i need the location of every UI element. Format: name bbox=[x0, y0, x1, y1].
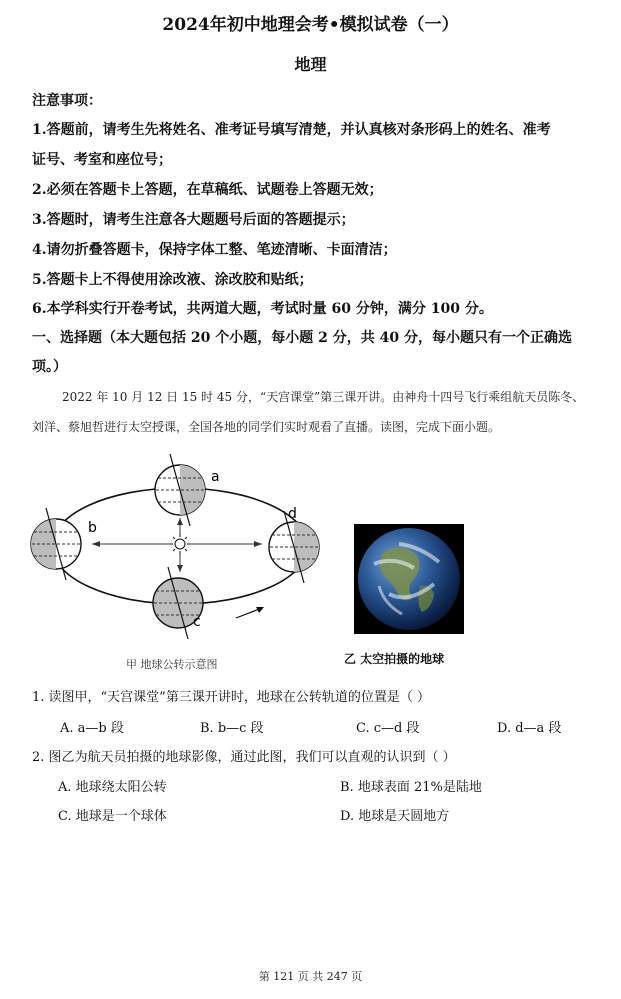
exam-title: 2024年初中地理会考•模拟试卷（一） bbox=[162, 15, 459, 35]
q1-option-c[interactable]: C. c—d 段 bbox=[356, 721, 420, 736]
q2-option-b[interactable]: B. 地球表面 21%是陆地 bbox=[340, 780, 482, 795]
q1-option-a[interactable]: A. a—b 段 bbox=[60, 721, 124, 736]
figure-jia-caption: 甲 地球公转示意图 bbox=[126, 658, 218, 671]
earth-orbit-diagram bbox=[30, 448, 330, 648]
q2-option-d[interactable]: D. 地球是天圆地方 bbox=[340, 809, 450, 824]
q2-option-c[interactable]: C. 地球是一个球体 bbox=[58, 809, 167, 824]
note-line-1-cont: 证号、考室和座位号； bbox=[32, 152, 172, 168]
label-b: b bbox=[88, 520, 97, 536]
section-heading-line-2: 项。） bbox=[32, 359, 67, 375]
q1-option-b[interactable]: B. b—c 段 bbox=[200, 721, 264, 736]
note-line-4: 4.请勿折叠答题卡，保持字体工整、笔迹清晰、卡面清洁； bbox=[32, 242, 397, 258]
intro-line-2: 刘洋、蔡旭哲进行太空授课，全国各地的同学们实时观看了直播。读图，完成下面小题。 bbox=[32, 420, 501, 434]
earth-position-a bbox=[155, 454, 205, 526]
page-footer: 第 121 页 共 247 页 bbox=[258, 970, 363, 983]
note-line-6: 6.本学科实行开卷考试，共两道大题，考试时量 60 分钟，满分 100 分。 bbox=[32, 301, 493, 317]
figure-yi-caption: 乙 太空拍摄的地球 bbox=[344, 652, 445, 666]
label-c: c bbox=[193, 614, 201, 630]
subject-title: 地理 bbox=[294, 55, 327, 74]
q1-option-d[interactable]: D. d—a 段 bbox=[497, 721, 562, 736]
note-line-1: 1.答题前，请考生先将姓名、准考证号填写清楚，并认真核对条形码上的姓名、准考 bbox=[32, 122, 551, 138]
note-line-3: 3.答题时，请考生注意各大题题号后面的答题提示； bbox=[32, 212, 355, 228]
label-d: d bbox=[288, 506, 297, 522]
sun-icon bbox=[170, 534, 190, 554]
earth-from-space-image bbox=[354, 524, 464, 634]
section-heading-line-1: 一、选择题（本大题包括 20 个小题，每小题 2 分，共 40 分，每小题只有一个正确选 bbox=[32, 330, 572, 346]
intro-line-1: 2022 年 10 月 12 日 15 时 45 分，“天宫课堂”第三课开讲。由神舟十四号飞行乘组航天员陈冬、 bbox=[62, 390, 585, 404]
q2-option-a[interactable]: A. 地球绕太阳公转 bbox=[58, 780, 167, 795]
note-line-5: 5.答题卡上不得使用涂改液、涂改胶和贴纸； bbox=[32, 272, 313, 288]
earth-position-b bbox=[31, 508, 81, 580]
question-2-stem: 2. 图乙为航天员拍摄的地球影像，通过此图，我们可以直观的认识到（ ） bbox=[32, 750, 456, 765]
note-line-2: 2.必须在答题卡上答题，在草稿纸、试题卷上答题无效； bbox=[32, 182, 383, 198]
label-a: a bbox=[211, 469, 220, 485]
notes-heading: 注意事项： bbox=[32, 93, 102, 109]
question-1-stem: 1. 读图甲，“天宫课堂”第三课开讲时，地球在公转轨道的位置是（ ） bbox=[32, 690, 430, 705]
